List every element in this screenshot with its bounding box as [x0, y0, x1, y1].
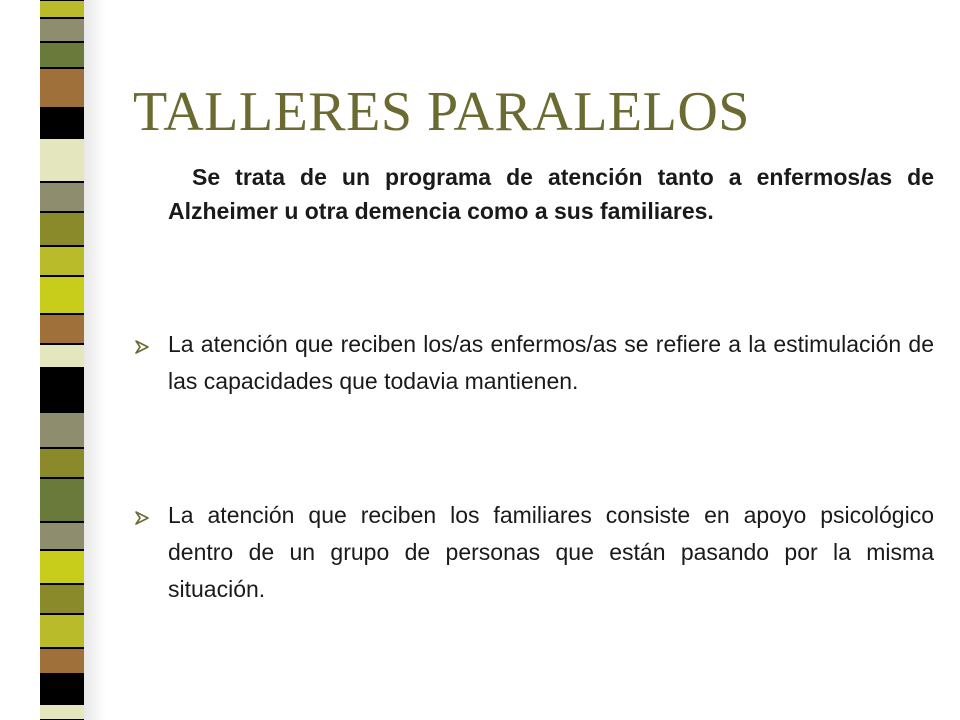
stripe-block — [40, 648, 84, 674]
intro-paragraph: Se trata de un programa de atención tanto a enfermos/as de Alzheimer u otra demencia como a sus familiares. — [168, 164, 934, 224]
stripe-block — [40, 412, 84, 448]
stripe-block — [40, 138, 84, 182]
arrowhead-bullet-icon — [134, 510, 150, 526]
slide-title: TALLERES PARALELOS — [133, 81, 750, 143]
stripe-block — [40, 522, 84, 550]
stripe-block — [40, 314, 84, 344]
stripe-block — [40, 68, 84, 108]
stripe-shadow — [84, 0, 106, 720]
stripe-block — [40, 614, 84, 648]
stripe-block — [40, 674, 84, 704]
decorative-stripe-bar — [40, 0, 84, 720]
stripe-block — [40, 344, 84, 368]
bullet-item-1: La atención que reciben los/as enfermos/as se refiere a la estimulación de las capacidades que todavia mantienen. — [168, 331, 934, 394]
stripe-block — [40, 448, 84, 478]
stripe-block — [40, 108, 84, 138]
stripe-block — [40, 42, 84, 68]
stripe-block — [40, 0, 84, 18]
stripe-block — [40, 212, 84, 246]
bullet-item-2: La atención que reciben los familiares consiste en apoyo psicológico dentro de un grupo de personas que están pasando por la misma situación. — [168, 502, 934, 602]
stripe-block — [40, 704, 84, 720]
stripe-block — [40, 550, 84, 584]
stripe-block — [40, 246, 84, 276]
stripe-block — [40, 478, 84, 522]
stripe-block — [40, 584, 84, 614]
stripe-block — [40, 182, 84, 212]
stripe-block — [40, 18, 84, 42]
stripe-block — [40, 368, 84, 412]
stripe-block — [40, 276, 84, 314]
arrowhead-bullet-icon — [134, 339, 150, 355]
